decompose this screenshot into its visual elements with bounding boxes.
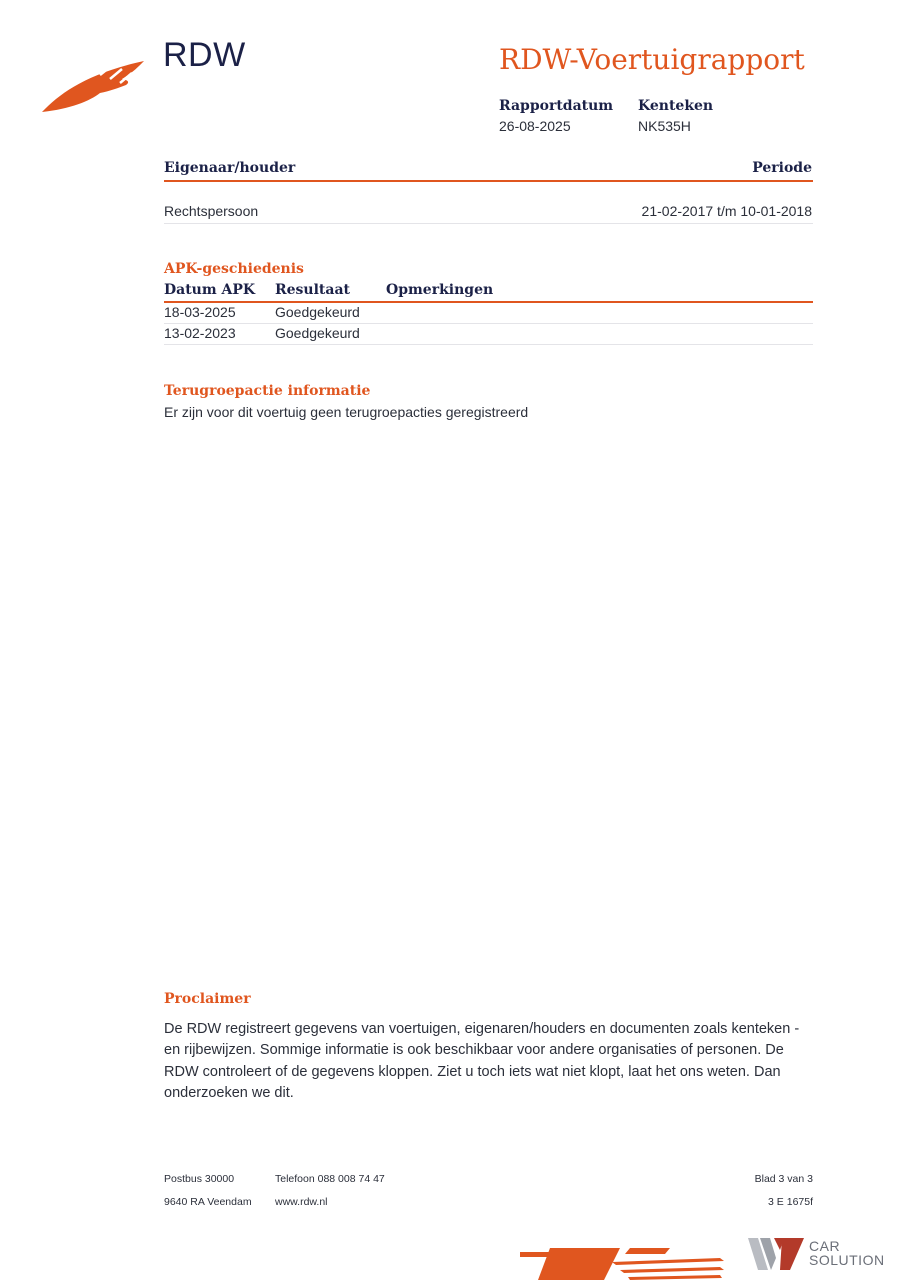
proclaimer-title: Proclaimer [164,991,251,1007]
car-solution-logo-icon [746,1234,806,1274]
apk-header-date: Datum APK [164,282,256,298]
apk-row-divider [164,323,813,324]
report-title: RDW-Voertuigrapport [499,43,805,76]
recall-text: Er zijn voor dit voertuig geen terugroepacties geregistreerd [164,404,529,420]
apk-header-remarks: Opmerkingen [386,282,494,298]
car-solution-watermark-text [809,1239,885,1267]
apk-row-1-result: Goedgekeurd [275,304,360,320]
stripes-stamp-icon [520,1240,730,1280]
period-cell: 21-02-2017 t/m 10-01-2018 [641,203,812,219]
proclaimer-text: De RDW registreert gegevens van voertuigen, eigenaren/houders en documenten zoals kenteken - en rijbewijzen. Sommige informatie is ook beschikbaar voor andere organisaties of personen. De RDW controleert of de gegevens kloppen. Ziet u toch iets wat niet klopt, laat het ons weten. Dan onderzoeken we dit. [164,1021,800,1101]
apk-row-1-date: 18-03-2025 [164,304,236,320]
apk-section-title: APK-geschiedenis [164,261,304,277]
report-date-value: 26-08-2025 [499,118,571,134]
apk-row-2-result: Goedgekeurd [275,325,360,341]
owners-row-divider [164,223,813,224]
rdw-logo-text: RDW [163,36,246,74]
owners-header-rule [164,180,813,182]
plate-label: Kenteken [638,98,714,114]
recall-section-title: Terugroepactie informatie [164,383,371,399]
watermark-line-2: SOLUTION [809,1252,885,1268]
apk-header-result: Resultaat [275,282,350,298]
footer-postbus: Postbus 30000 [164,1173,235,1185]
footer-website[interactable]: www.rdw.nl [275,1196,328,1208]
report-date-label: Rapportdatum [499,98,614,114]
watermark-line-1: CAR [809,1238,841,1254]
footer-doc-code: 3 E 1675f [768,1196,813,1208]
footer-page-number: Blad 3 van 3 [754,1173,813,1185]
rdw-feather-logo-icon [40,55,150,117]
owners-header-period: Periode [752,160,812,176]
plate-value: NK535H [638,118,691,134]
apk-header-rule [164,301,813,303]
apk-row-divider [164,344,813,345]
owners-header-owner: Eigenaar/houder [164,160,296,176]
apk-row-2-date: 13-02-2023 [164,325,236,341]
footer-phone: Telefoon 088 008 74 47 [275,1173,385,1185]
footer-postcode: 9640 RA Veendam [164,1196,252,1208]
owner-cell: Rechtspersoon [164,203,259,219]
